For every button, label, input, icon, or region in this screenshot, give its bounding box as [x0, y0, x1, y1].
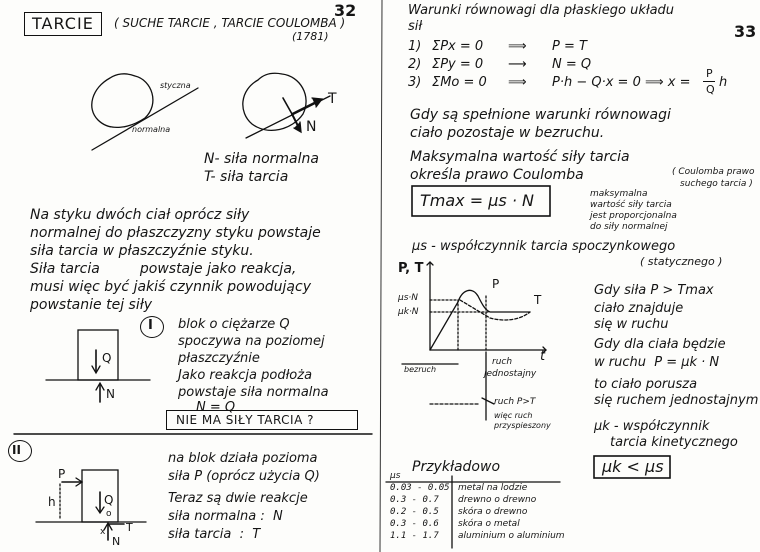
tangent-line	[92, 88, 198, 150]
side-line: Gdy siła P > Tmax	[594, 283, 714, 298]
heading-line: Warunki równowagi dla płaskiego układu	[408, 3, 675, 18]
case2-line: siła normalna : N	[168, 509, 283, 524]
eq-rhs: P·h − Q·x = 0 ⟹ x =	[552, 75, 691, 90]
table-pair: skóra o drewno	[458, 507, 528, 517]
year: (1781)	[292, 30, 329, 43]
eq-num: 1)	[408, 39, 422, 54]
paragraph-line: Siła tarcia powstaje jako reakcja,	[30, 261, 297, 277]
block1-Q: Q	[102, 351, 112, 365]
eq-arrow: ⟹	[508, 39, 527, 54]
coulomb-note: ( Coulomba prawo	[672, 167, 755, 177]
case1-line: płaszczyźnie	[178, 351, 260, 366]
eq-num: 2)	[408, 57, 422, 72]
graph-ruch: ruch	[492, 357, 513, 367]
graph-jednostajny: jednostajny	[484, 369, 537, 379]
table-pair: skóra o metal	[458, 519, 520, 529]
table-range: 1.1 - 1.7	[390, 531, 439, 541]
eq-num: 3)	[408, 75, 422, 90]
eq-rhs: P = T	[552, 39, 587, 54]
max-note: jest proporcjonalna	[590, 211, 677, 221]
block2-x: x	[100, 527, 106, 537]
side-line: w ruchu P = μk · N	[594, 355, 720, 370]
table-range: 0.3 - 0.6	[390, 519, 439, 529]
eq-lhs: ΣPx = 0	[432, 39, 484, 54]
graph-mu-s-N: μs·N	[398, 293, 419, 303]
block2-Q: Q	[104, 493, 114, 507]
paragraph-line: powstanie tej siły	[30, 297, 153, 313]
page-title: TARCIE	[32, 14, 94, 33]
graph-accel: ruch P>T	[494, 397, 536, 407]
side-line: się w ruchu	[594, 317, 669, 332]
table-title: Przykładowo	[412, 459, 501, 475]
label-normalna: normalna	[132, 125, 171, 134]
graph-mu-k-N: μk·N	[398, 307, 419, 317]
paragraph-line: siła tarcia w płaszczyźnie styku.	[30, 243, 254, 259]
table-range: 0.03 - 0.05	[390, 483, 450, 493]
P-curve	[430, 290, 530, 350]
label-styczna: styczna	[160, 81, 191, 90]
T-curve	[460, 300, 530, 320]
paragraph-line: Na styku dwóch ciał oprócz siły	[30, 207, 250, 223]
eq-frac-den: Q	[706, 83, 715, 96]
inequality: μk < μs	[602, 457, 664, 476]
max-note: do siły normalnej	[590, 222, 668, 232]
block2-T: T	[126, 521, 133, 534]
eq-arrow: ⟶	[508, 57, 527, 72]
graph-bezruch: bezruch	[404, 365, 437, 374]
max-line: określa prawo Coulomba	[410, 167, 584, 183]
label-N: N	[306, 119, 317, 135]
table-header: μs	[390, 471, 401, 481]
rest-line: Gdy są spełnione warunki równowagi	[410, 107, 671, 123]
case-1-roman: I	[148, 318, 153, 333]
mu-s-definition-sub: ( statycznego )	[640, 255, 723, 268]
case1-line: blok o ciężarze Q	[178, 317, 290, 332]
max-note: maksymalna	[590, 189, 648, 199]
coulomb-formula: Tmax = μs · N	[420, 191, 534, 210]
mu-s-definition: μs - współczynnik tarcia spoczynkowego	[412, 239, 676, 254]
case2-line: siła P (oprócz użycia Q)	[168, 469, 320, 484]
side-line: μk - współczynnik	[594, 419, 710, 434]
legend-N: N- siła normalna	[204, 151, 319, 167]
case1-line: N = Q	[196, 400, 236, 415]
block1-N: N	[106, 387, 115, 401]
side-line: tarcia kinetycznego	[610, 435, 738, 450]
case2-line: siła tarcia : T	[168, 527, 261, 542]
graph-x-label: t	[540, 349, 546, 364]
case2-line: Teraz są dwie reakcje	[168, 491, 308, 506]
case1-line: powstaje siła normalna	[178, 385, 329, 400]
block-1	[78, 330, 118, 380]
case2-line: na blok działa pozioma	[168, 451, 318, 466]
block2-h: h	[48, 495, 56, 509]
graph-accel: przyspieszony	[494, 421, 551, 430]
case-2-roman: II	[12, 443, 21, 457]
paragraph-line: musi więc być jakiś czynnik powodujący	[30, 279, 311, 295]
side-line: się ruchem jednostajnym	[594, 393, 759, 408]
eq-frac-tail: h	[719, 75, 728, 90]
table-pair: drewno o drewno	[458, 495, 537, 505]
legend-T: T- siła tarcia	[204, 169, 289, 185]
block2-P: P	[58, 467, 66, 481]
table-range: 0.3 - 0.7	[390, 495, 439, 505]
graph-y-label: P, T	[398, 261, 424, 276]
max-note: wartość siły tarcia	[590, 200, 672, 210]
case1-line: spoczywa na poziomej	[178, 334, 325, 349]
heading-line: sił	[408, 19, 423, 34]
block2-N: N	[112, 535, 121, 548]
graph-P: P	[492, 277, 500, 291]
table-range: 0.2 - 0.5	[390, 507, 439, 517]
block2-o: o	[106, 509, 112, 519]
frac-bar	[703, 81, 715, 82]
graph-accel: więc ruch	[494, 411, 533, 420]
table-pair: metal na lodzie	[458, 483, 528, 493]
eq-rhs: N = Q	[552, 57, 592, 72]
conclusion-text: NIE MA SIŁY TARCIA ?	[176, 413, 314, 427]
graph-T: T	[534, 293, 542, 307]
eq-frac-num: P	[706, 67, 713, 80]
page-number-right: 33	[734, 22, 757, 41]
side-line: Gdy dla ciała będzie	[594, 337, 726, 352]
side-line: ciało znajduje	[594, 301, 684, 316]
eq-arrow: ⟹	[508, 75, 527, 90]
page-number-left: 32	[334, 1, 357, 20]
rest-line: ciało pozostaje w bezruchu.	[410, 125, 605, 141]
side-line: to ciało porusza	[594, 377, 698, 392]
eq-lhs: ΣMo = 0	[432, 75, 487, 90]
label-T: T	[328, 91, 337, 107]
max-line: Maksymalna wartość siły tarcia	[410, 149, 630, 165]
case1-line: Jako reakcja podłoża	[178, 368, 313, 383]
eq-lhs: ΣPy = 0	[432, 57, 484, 72]
paragraph-line: normalnej do płaszczyzny styku powstaje	[30, 225, 321, 241]
page-subtitle: ( SUCHE TARCIE , TARCIE COULOMBA )	[114, 16, 346, 30]
coulomb-note: suchego tarcia )	[680, 179, 753, 189]
table-pair: aluminium o aluminium	[458, 531, 565, 541]
